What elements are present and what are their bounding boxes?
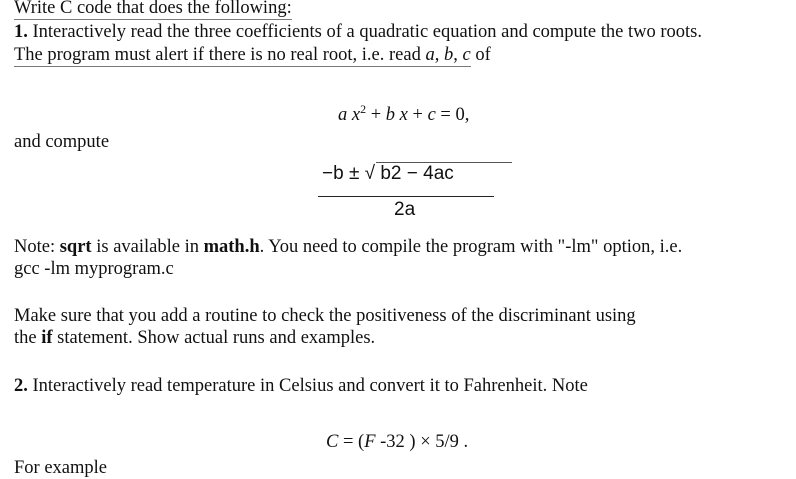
item1-number: 1. — [14, 22, 28, 42]
item2-line — [14, 375, 588, 397]
eq-x2: x — [395, 105, 408, 126]
note-mid: is available in — [91, 237, 204, 257]
formula-numerator — [322, 163, 454, 185]
conv-f: F — [364, 432, 376, 452]
var-c: c — [462, 45, 471, 65]
conversion-formula — [326, 431, 468, 453]
eq-rest: = 0, — [435, 105, 470, 126]
note-line2: gcc -lm myprogram.c — [14, 259, 174, 279]
eq-plus1: + — [366, 105, 386, 126]
note-sqrt: sqrt — [59, 237, 92, 257]
formula-numerator-pre: −b ± √ — [322, 163, 376, 184]
item1-line1-text: Interactively read the three coefficients of a quadratic equation and compute the two roots. — [27, 22, 702, 42]
note-line1 — [14, 236, 682, 258]
item1-line2-pre: The program must alert if there is no real root, i.e. read — [14, 45, 426, 65]
note-rest: . You need to compile the program with "-lm" option, i.e. — [259, 237, 683, 257]
eq-plus2: + — [407, 105, 428, 126]
var-b: b — [443, 45, 454, 65]
check-line2-pre: the — [14, 328, 42, 348]
and-compute-text: and compute — [14, 132, 110, 152]
formula-denominator: 2a — [394, 199, 416, 220]
note-prefix: Note: — [14, 237, 60, 257]
item1-line2 — [14, 44, 491, 66]
conv-eq: = ( — [338, 432, 365, 452]
eq-a: a — [338, 105, 348, 126]
item2-text: Interactively read temperature in Celsius and convert it to Fahrenheit. Note — [27, 376, 588, 396]
fraction-bar — [318, 196, 494, 197]
check-line1: Make sure that you add a routine to check the positiveness of the discriminant using — [14, 306, 636, 326]
conv-c: C — [326, 432, 339, 452]
item1-line2-underline — [14, 45, 471, 67]
cutoff-text: For example — [14, 458, 107, 478]
eq-x1: x — [351, 105, 361, 126]
eq-b: b — [385, 105, 396, 126]
intro-text-content: Write C code that does the following: — [14, 0, 292, 18]
intro-text — [14, 0, 292, 19]
eq-c: c — [427, 105, 436, 126]
item1-line1 — [14, 21, 702, 43]
conv-rest: -32 ) × 5/9 . — [375, 432, 469, 452]
item2-number: 2. — [14, 376, 28, 396]
sep-1: , — [434, 45, 444, 65]
check-line2-post: statement. Show actual runs and examples. — [52, 328, 376, 348]
note-mathh: math.h — [203, 237, 260, 257]
radical-overbar — [376, 162, 512, 163]
quadratic-equation — [338, 98, 469, 126]
formula-radicand: b2 − 4ac — [375, 163, 454, 184]
var-a: a — [425, 45, 435, 65]
item1-line2-post: of — [470, 45, 491, 65]
if-keyword: if — [41, 328, 53, 348]
sep-2: , — [453, 45, 463, 65]
check-line2 — [14, 327, 375, 349]
eq-exponent: 2 — [360, 102, 367, 116]
